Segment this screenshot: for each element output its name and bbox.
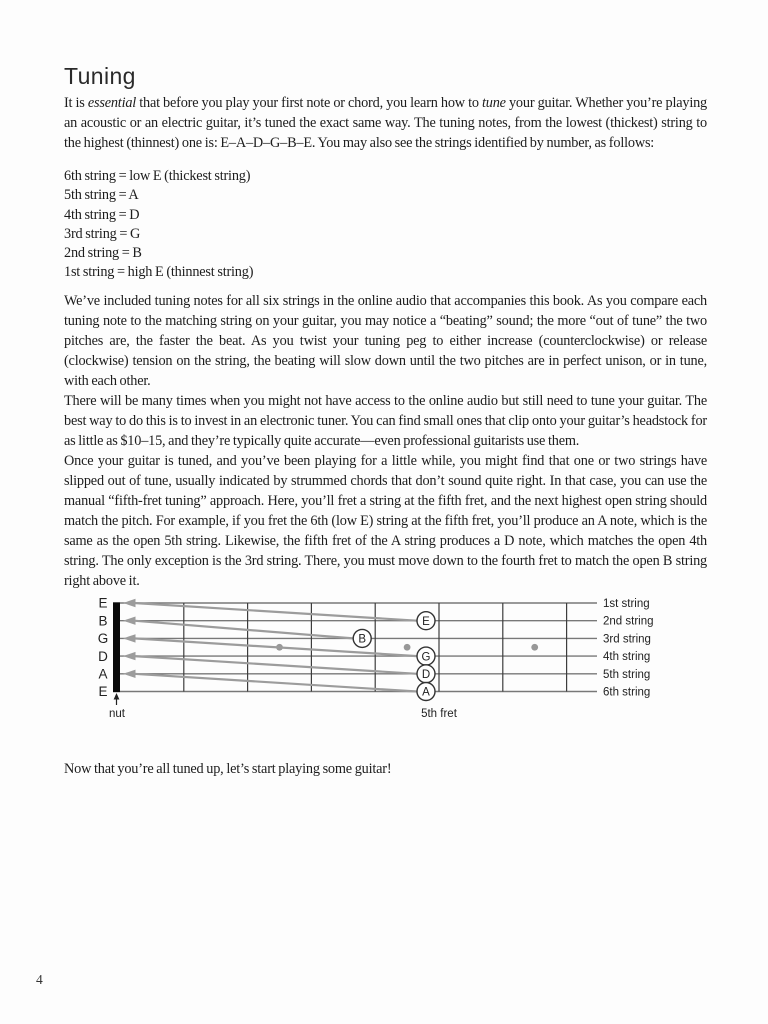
open-note-label: D [98, 648, 108, 664]
string-pointer-label: 4th string [603, 650, 651, 663]
arrowhead-icon [123, 652, 136, 660]
text-run: that before you play your first note or chord, you learn how to [136, 95, 482, 111]
open-note-label: E [98, 683, 108, 699]
string-pointer-label: 1st string [603, 597, 650, 610]
arrowhead-icon [123, 634, 136, 642]
fifth-fret-paragraph: Once your guitar is tuned, and you’ve been playing for a little while, you might find that one or two strings have slipped out of tune, usually indicated by strummed chords that don’t sound quite right. In that case, you can use the manual “fifth-fret tuning” approach. Here, you’ll fret a string at the fifth fret, and the next highest open string should match the pitch. For example, if you fret the 6th (low E) string at the fifth fret, you’ll produce an A note, which is the same as the open 5th string. Likewise, the fifth fret of the A string produces a D note, which matches the open 4th string. The only exception is the 3rd string. There, you must move down to the fourth fret to match the open B string right above it. [64, 452, 707, 589]
string-list-item: 4th string = D [64, 206, 140, 223]
fretted-note-letter: B [358, 633, 367, 646]
open-note-label: E [98, 595, 108, 611]
string-list-item: 5th string = A [64, 187, 139, 204]
tuning-arrow [134, 638, 417, 656]
emphasized-text: essential [87, 95, 137, 111]
string-pointer-label: 3rd string [603, 633, 651, 646]
intro-paragraph [64, 93, 707, 153]
string-list-item: 3rd string = G [64, 225, 141, 242]
fretted-note-letter: A [422, 686, 430, 699]
text-run: It is [64, 95, 88, 111]
tuning-arrow [134, 674, 417, 692]
string-number-list [64, 167, 707, 283]
open-note-label: G [97, 630, 109, 646]
tuning-diagram [64, 587, 724, 722]
string-pointer-label: 2nd string [603, 615, 654, 628]
string-list-item: 6th string = low E (thickest string) [64, 168, 251, 184]
string-list-item: 1st string = high E (thinnest string) [64, 264, 254, 281]
nut-bar [113, 602, 120, 692]
closing-paragraph: Now that you’re all tuned up, let’s start playing some guitar! [64, 760, 392, 777]
inlay-dot-icon [531, 644, 538, 651]
tuning-arrow [134, 656, 417, 674]
string-pointer-label: 6th string [603, 686, 651, 699]
string-list-item: 2nd string = B [64, 245, 142, 262]
nut-label: nut [109, 707, 125, 720]
tuning-arrow [134, 603, 417, 621]
audio-paragraph: We’ve included tuning notes for all six strings in the online audio that accompanies this book. As you compare each tuning note to the matching string on your guitar, you may notice a “beating” sound; the more “out of tune” the two pitches are, the faster the beat. As you twist your tuning peg to either increase (counterclockwise) or release (clockwise) tension on the string, the beating will slow down until the two pitches are in perfect unison, or in tune, with each other. [64, 292, 707, 389]
tuning-arrow [134, 620, 353, 638]
arrowhead-icon [123, 669, 136, 677]
inlay-dot-icon [404, 644, 411, 651]
page-title: Tuning [64, 63, 136, 89]
string-pointer-label: 5th string [603, 668, 651, 681]
open-note-label: B [98, 613, 108, 629]
open-note-label: A [98, 666, 108, 682]
emphasized-text: tune [481, 95, 506, 111]
page-number: 4 [36, 972, 43, 987]
fretted-note-letter: G [421, 651, 431, 664]
text-run: your guitar. Whether you’re playing an acoustic or an electric guitar, it’s tuned the exact same way. The tuning notes, from the lowest (thickest) string to the highest (thinnest) one is: E–A–D–G–B–E. You may also see the strings identified by number, as follows: [64, 95, 707, 151]
arrowhead-icon [123, 616, 136, 624]
fret-position-label: 5th fret [421, 707, 457, 720]
nut-pointer-arrowhead-icon [114, 693, 120, 700]
fretted-note-letter: E [422, 615, 430, 628]
fretted-note-letter: D [421, 668, 431, 681]
page-content [64, 0, 707, 779]
arrowhead-icon [123, 599, 136, 607]
tuner-paragraph: There will be many times when you might not have access to the online audio but still need to tune your guitar. The best way to do this is to invest in an electronic tuner. You can find small ones that clip onto your guitar’s headstock for as little as $10–15, and they’re typically quite accurate—even professional guitarists use them. [64, 392, 707, 449]
